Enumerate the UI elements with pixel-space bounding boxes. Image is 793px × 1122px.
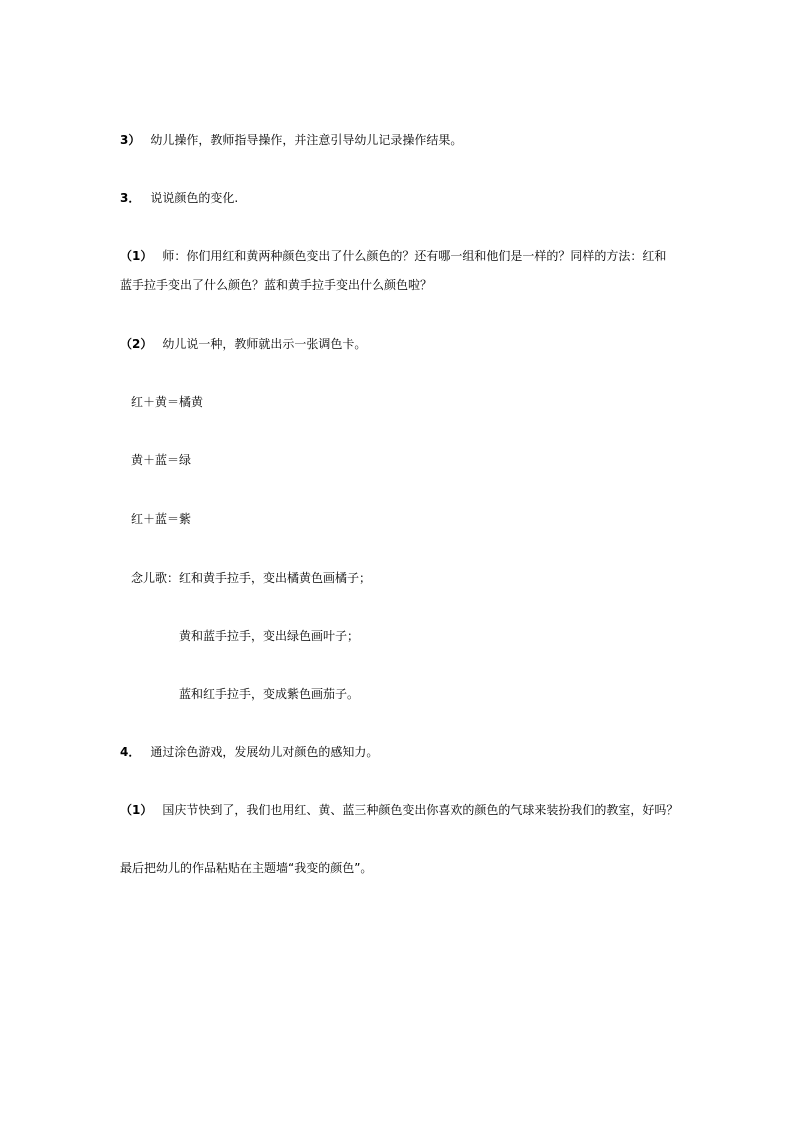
nursery-rhyme-line-2 <box>179 628 359 644</box>
section-number: 4． <box>120 745 141 759</box>
item-1-activity <box>120 802 678 818</box>
paragraph-text: 幼儿说一种，教师就出示一张调色卡。 <box>162 337 367 351</box>
color-equation-green <box>131 452 191 468</box>
paragraph-text: 幼儿操作，教师指导操作，并注意引导幼儿记录操作结果。 <box>150 133 463 147</box>
paragraph-text: 蓝手拉手变出了什么颜色？蓝和黄手拉手变出什么颜色啦？ <box>120 278 433 292</box>
closing-paragraph <box>120 860 372 876</box>
equation-text: 红＋黄＝橘黄 <box>131 395 204 409</box>
item-1-question <box>120 248 666 264</box>
rhyme-text: 黄和蓝手拉手，变出绿色画叶子； <box>179 629 360 643</box>
color-equation-orange <box>131 394 203 410</box>
item-1-question-continued <box>120 277 432 293</box>
paragraph-text: 最后把幼儿的作品粘贴在主题墙“我变的颜色”。 <box>120 861 373 875</box>
section-title: 通过涂色游戏，发展幼儿对颜色的感知力。 <box>150 745 379 759</box>
nursery-rhyme-line-1 <box>131 570 371 586</box>
section-title: 说说颜色的变化. <box>150 191 239 205</box>
item-number: 3） <box>120 133 141 147</box>
paragraph-text: 师：你们用红和黄两种颜色变出了什么颜色的？还有哪一组和他们是一样的？同样的方法：红和 <box>162 249 667 263</box>
step-3-operation <box>120 132 462 148</box>
color-equation-purple <box>131 511 191 527</box>
nursery-rhyme-line-3 <box>179 686 359 702</box>
rhyme-text: 蓝和红手拉手，变成紫色画茄子。 <box>179 687 360 701</box>
item-number: （1） <box>120 249 153 263</box>
paragraph-text: 国庆节快到了，我们也用红、黄、蓝三种颜色变出你喜欢的颜色的气球来装扮我们的教室，好吗？ <box>162 803 679 817</box>
section-4-heading <box>120 744 378 760</box>
section-number: 3． <box>120 191 141 205</box>
equation-text: 黄＋蓝＝绿 <box>131 453 192 467</box>
rhyme-text: 念儿歌：红和黄手拉手，变出橘黄色画橘子； <box>131 571 372 585</box>
item-2-description <box>120 336 366 352</box>
item-number: （2） <box>120 337 153 351</box>
equation-text: 红＋蓝＝紫 <box>131 512 192 526</box>
item-number: （1） <box>120 803 153 817</box>
section-3-heading <box>120 190 238 206</box>
